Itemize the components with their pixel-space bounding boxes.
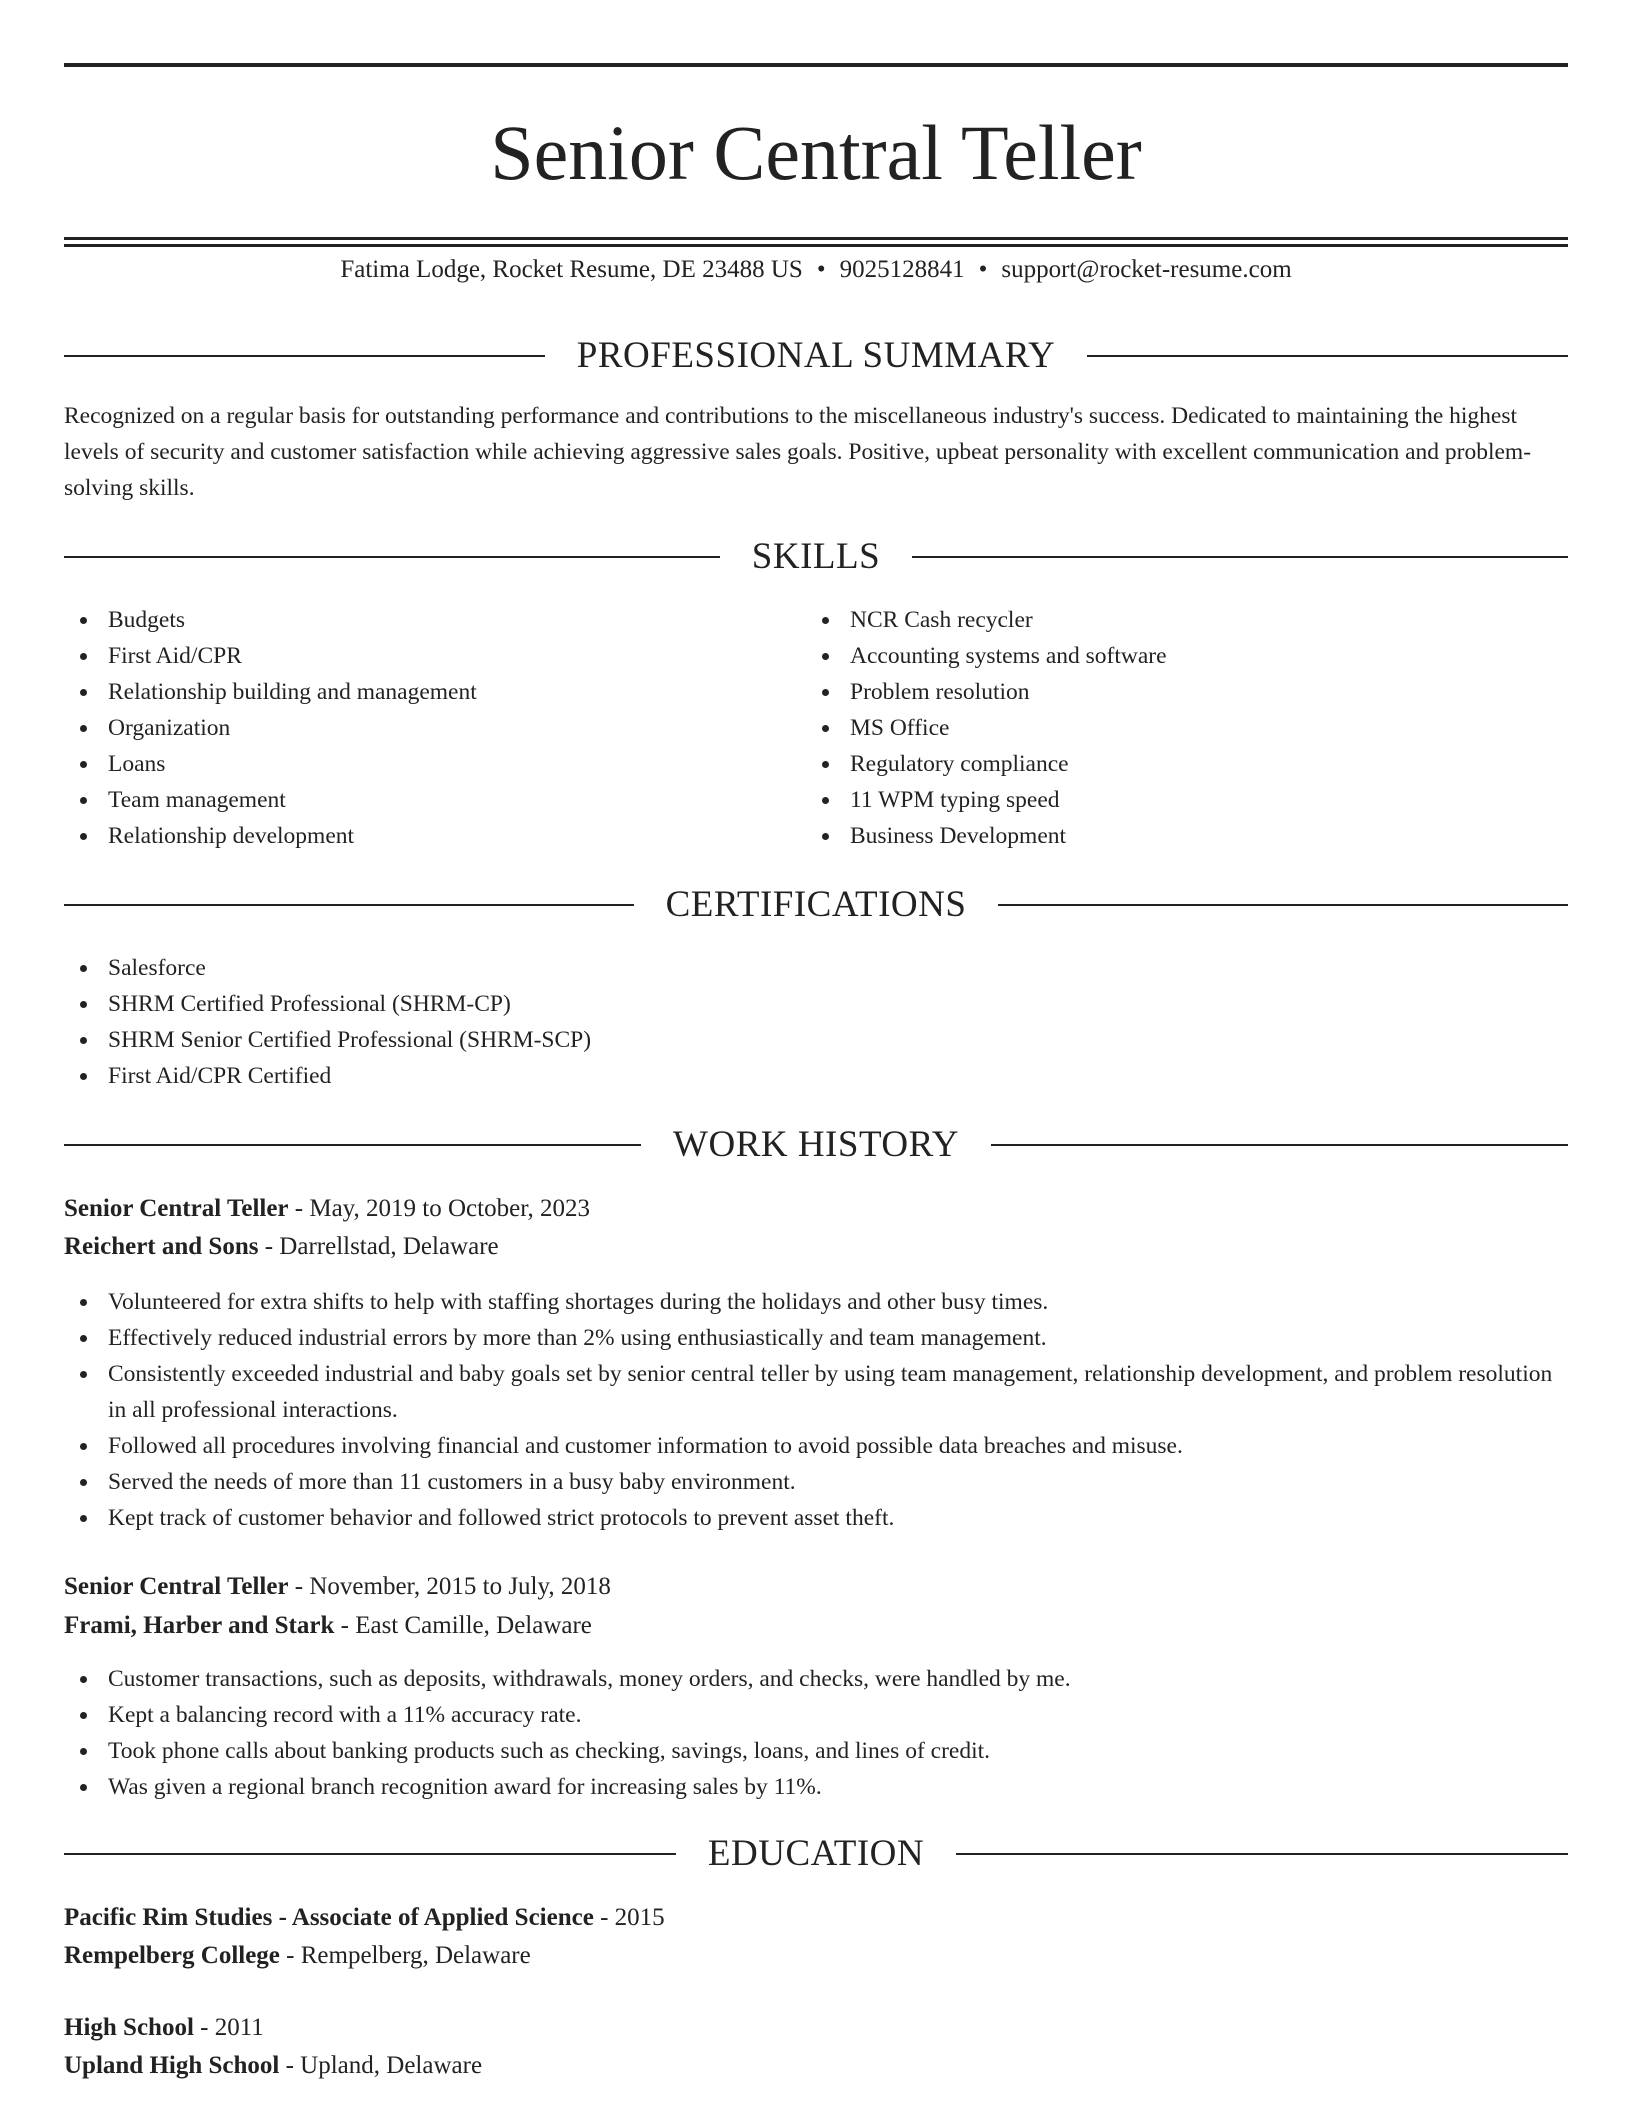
section-header-education (64, 1832, 1568, 1876)
skill-item: MS Office (806, 710, 1566, 746)
divider (64, 556, 720, 558)
skill-item: Problem resolution (806, 674, 1566, 710)
skill-item: Regulatory compliance (806, 746, 1566, 782)
skill-item: Loans (64, 746, 784, 782)
divider (64, 355, 545, 357)
job-company: Reichert and Sons (64, 1233, 259, 1260)
skill-item: Relationship development (64, 818, 784, 854)
contact-phone: 9025128841 (839, 256, 965, 283)
summary-text: Recognized on a regular basis for outstanding performance and contributions to the miscellaneous industry's success. Dedicated to maintaining the highest levels of security and customer satisfaction while achieving aggressive sales goals. Positive, upbeat personality with excellent communication and problem-solving skills. (64, 403, 1532, 501)
divider (991, 1144, 1568, 1146)
job-dates: - May, 2019 to October, 2023 (288, 1195, 591, 1222)
skill-item: NCR Cash recycler (806, 602, 1566, 638)
job-bullets (64, 1284, 1572, 1536)
education-school-line (64, 2048, 482, 2084)
job-bullet: Kept track of customer behavior and followed strict protocols to prevent asset theft. (64, 1500, 1572, 1536)
contact-email: support@rocket-resume.com (1001, 256, 1292, 283)
education-year: - 2015 (593, 1904, 665, 1931)
skill-item: Accounting systems and software (806, 638, 1566, 674)
education-school: Upland High School (64, 2052, 280, 2079)
section-title: CERTIFICATIONS (665, 884, 967, 925)
divider (998, 904, 1568, 906)
divider (64, 1853, 676, 1855)
section-title: PROFESSIONAL SUMMARY (576, 335, 1056, 376)
education-degree: Pacific Rim Studies - Associate of Applied Science (64, 1904, 594, 1931)
section-title: EDUCATION (707, 1833, 925, 1874)
certifications-list (64, 950, 1464, 1094)
section-header-summary (64, 334, 1568, 378)
header (64, 63, 1568, 247)
divider (64, 1144, 641, 1146)
top-rule (64, 63, 1568, 67)
job-bullet: Was given a regional branch recognition award for increasing sales by 11%. (64, 1769, 1572, 1805)
job-bullet: Effectively reduced industrial errors by more than 2% using enthusiastically and team management. (64, 1320, 1572, 1356)
education-school-line (64, 1938, 531, 1974)
page-title: Senior Central Teller (490, 109, 1142, 196)
contact-separator: • (816, 256, 826, 283)
divider (956, 1853, 1568, 1855)
skills-list-right (806, 602, 1566, 854)
skill-item: Organization (64, 710, 784, 746)
education-degree-line (64, 1900, 665, 1936)
job-bullet: Volunteered for extra shifts to help with staffing shortages during the holidays and other busy times. (64, 1284, 1572, 1320)
divider (64, 904, 634, 906)
skills-list-left (64, 602, 784, 854)
skill-item: Business Development (806, 818, 1566, 854)
job-bullet: Took phone calls about banking products such as checking, savings, loans, and lines of credit. (64, 1733, 1572, 1769)
contact-separator: • (978, 256, 988, 283)
certification-item: SHRM Senior Certified Professional (SHRM-SCP) (64, 1022, 1464, 1058)
certification-item: Salesforce (64, 950, 1464, 986)
education-degree-line (64, 2010, 264, 2046)
education-location: - Upland, Delaware (279, 2052, 483, 2079)
skill-item: Team management (64, 782, 784, 818)
education-degree: High School (64, 2014, 194, 2041)
job-company-line (64, 1229, 499, 1265)
job-title: Senior Central Teller (64, 1195, 289, 1222)
section-title: SKILLS (751, 536, 881, 577)
job-title-line (64, 1569, 611, 1605)
double-rule (64, 237, 1568, 247)
section-header-skills (64, 535, 1568, 579)
job-location: - Darrellstad, Delaware (258, 1233, 499, 1260)
job-bullet: Followed all procedures involving financial and customer information to avoid possible data breaches and misuse. (64, 1428, 1572, 1464)
job-location: - East Camille, Delaware (334, 1612, 592, 1639)
job-title-line (64, 1191, 590, 1227)
skill-item: Relationship building and management (64, 674, 784, 710)
education-location: - Rempelberg, Delaware (279, 1942, 531, 1969)
divider (912, 556, 1568, 558)
job-company-line (64, 1608, 592, 1644)
certification-item: First Aid/CPR Certified (64, 1058, 1464, 1094)
job-bullet: Served the needs of more than 11 customers in a busy baby environment. (64, 1464, 1572, 1500)
section-header-work (64, 1123, 1568, 1167)
certification-item: SHRM Certified Professional (SHRM-CP) (64, 986, 1464, 1022)
job-title: Senior Central Teller (64, 1573, 289, 1600)
skill-item: Budgets (64, 602, 784, 638)
skill-item: 11 WPM typing speed (806, 782, 1566, 818)
section-title: WORK HISTORY (673, 1124, 959, 1165)
job-bullet: Consistently exceeded industrial and baby goals set by senior central teller by using team management, relationship development, and problem resolution in all professional interactions. (64, 1356, 1572, 1428)
divider (1087, 355, 1568, 357)
contact-line (64, 252, 1568, 288)
job-company: Frami, Harber and Stark (64, 1612, 335, 1639)
job-dates: - November, 2015 to July, 2018 (288, 1573, 611, 1600)
job-bullet: Customer transactions, such as deposits, withdrawals, money orders, and checks, were handled by me. (64, 1661, 1572, 1697)
education-school: Rempelberg College (64, 1942, 280, 1969)
contact-address: Fatima Lodge, Rocket Resume, DE 23488 US (340, 256, 803, 283)
job-bullets (64, 1661, 1572, 1805)
job-bullet: Kept a balancing record with a 11% accuracy rate. (64, 1697, 1572, 1733)
education-year: - 2011 (193, 2014, 264, 2041)
skill-item: First Aid/CPR (64, 638, 784, 674)
section-header-certifications (64, 883, 1568, 927)
